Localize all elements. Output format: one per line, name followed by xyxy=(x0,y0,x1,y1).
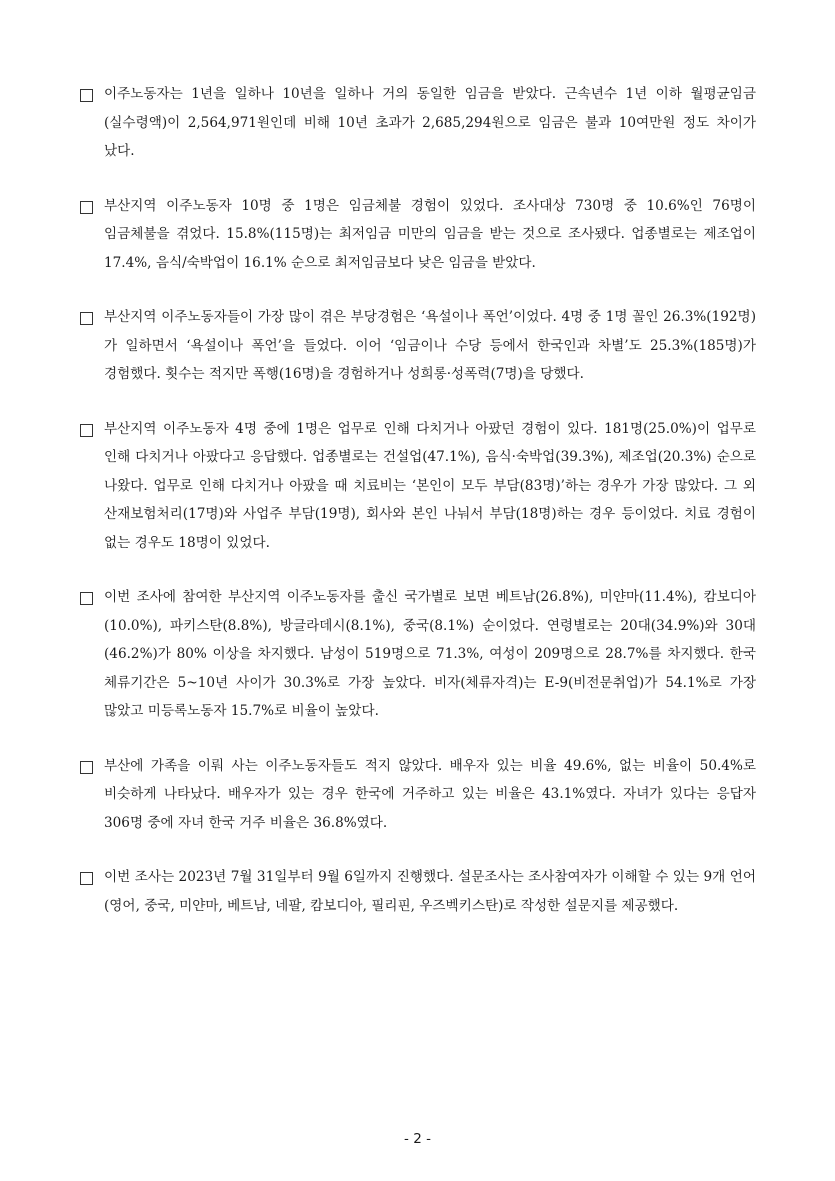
paragraph-text: 이번 조사는 2023년 7월 31일부터 9월 6일까지 진행했다. 설문조사는 조사참여자가 이해할 수 있는 9개 언어(영어, 중국, 미얀마, 베트남, 네팔, 캄보디아, 필리핀, 우즈벡키스탄)로 작성한 설문지를 제공했다. xyxy=(104,869,756,914)
checkbox-bullet-icon xyxy=(80,89,93,102)
paragraph-text: 이번 조사에 참여한 부산지역 이주노동자를 출신 국가별로 보면 베트남(26.8%), 미얀마(11.4%), 캄보디아(10.0%), 파키스탄(8.8%), 방글라데시(8.1%), 중국(8.1%) 순이었다. 연령별로는 20대(34.9%)와 30대(46.2%)가 80% 이상을 차지했다. 남성이 519명으로 71.3%, 여성이 209명으로 28.7%를 차지했다. 한국 체류기간은 5~10년 사이가 30.3%로 가장 높았다. 비자(체류자격)는 E-9(비전문취업)가 54.1%로 가장 많았고 미등록노동자 15.7%로 비율이 높았다. xyxy=(104,589,756,719)
paragraph-text: 이주노동자는 1년을 일하나 10년을 일하나 거의 동일한 임금을 받았다. 근속년수 1년 이하 월평균임금(실수령액)이 2,564,971원인데 비해 10년 초과가 2,685,294원으로 임금은 불과 10여만원 정도 차이가 났다. xyxy=(104,86,756,159)
checkbox-bullet-icon xyxy=(80,592,93,605)
paragraph-text: 부산지역 이주노동자 4명 중에 1명은 업무로 인해 다치거나 아팠던 경험이 있다. 181명(25.0%)이 업무로 인해 다치거나 아팠다고 응답했다. 업종별로는 건설업(47.1%), 음식·숙박업(39.3%), 제조업(20.3%) 순으로 나왔다. 업무로 인해 다치거나 아팠을 때 치료비는 ‘본인이 모두 부담(83명)’하는 경우가 가장 많았다. 그 외 산재보험처리(17명)와 사업주 부담(19명), 회사와 본인 나눠서 부담(18명)하는 경우 등이었다. 치료 경험이 없는 경우도 18명이 있었다. xyxy=(104,420,756,551)
paragraph-item xyxy=(80,863,756,920)
paragraph-item xyxy=(80,752,756,838)
paragraph-item xyxy=(80,80,756,166)
page-number: - 2 - xyxy=(404,1131,431,1147)
paragraph-text: 부산지역 이주노동자 10명 중 1명은 임금체불 경험이 있었다. 조사대상 730명 중 10.6%인 76명이 임금체불을 겪었다. 15.8%(115명)는 최저임금 미만의 임금을 받는 것으로 조사됐다. 업종별로는 제조업이 17.4%, 음식/숙박업이 16.1% 순으로 최저임금보다 낮은 임금을 받았다. xyxy=(104,197,756,271)
checkbox-bullet-icon xyxy=(80,312,93,325)
checkbox-bullet-icon xyxy=(80,424,93,437)
paragraph-item xyxy=(80,303,756,389)
paragraph-list xyxy=(80,80,756,946)
checkbox-bullet-icon xyxy=(80,761,93,774)
paragraph-item xyxy=(80,583,756,726)
checkbox-bullet-icon xyxy=(80,201,93,214)
paragraph-text: 부산에 가족을 이뤄 사는 이주노동자들도 적지 않았다. 배우자 있는 비율 49.6%, 없는 비율이 50.4%로 비슷하게 나타났다. 배우자가 있는 경우 한국에 거주하고 있는 비율은 43.1%였다. 자녀가 있다는 응답자 306명 중에 자녀 한국 거주 비율은 36.8%였다. xyxy=(104,757,756,831)
paragraph-item xyxy=(80,415,756,558)
paragraph-text: 부산지역 이주노동자들이 가장 많이 겪은 부당경험은 ‘욕설이나 폭언’이었다. 4명 중 1명 꼴인 26.3%(192명)가 일하면서 ‘욕설이나 폭언’을 들었다. 이어 ‘임금이나 수당 등에서 한국인과 차별’도 25.3%(185명)가 경험했다. 횟수는 적지만 폭행(16명)을 경험하거나 성희롱·성폭력(7명)을 당했다. xyxy=(104,309,756,382)
checkbox-bullet-icon xyxy=(80,872,93,885)
paragraph-item xyxy=(80,192,756,278)
